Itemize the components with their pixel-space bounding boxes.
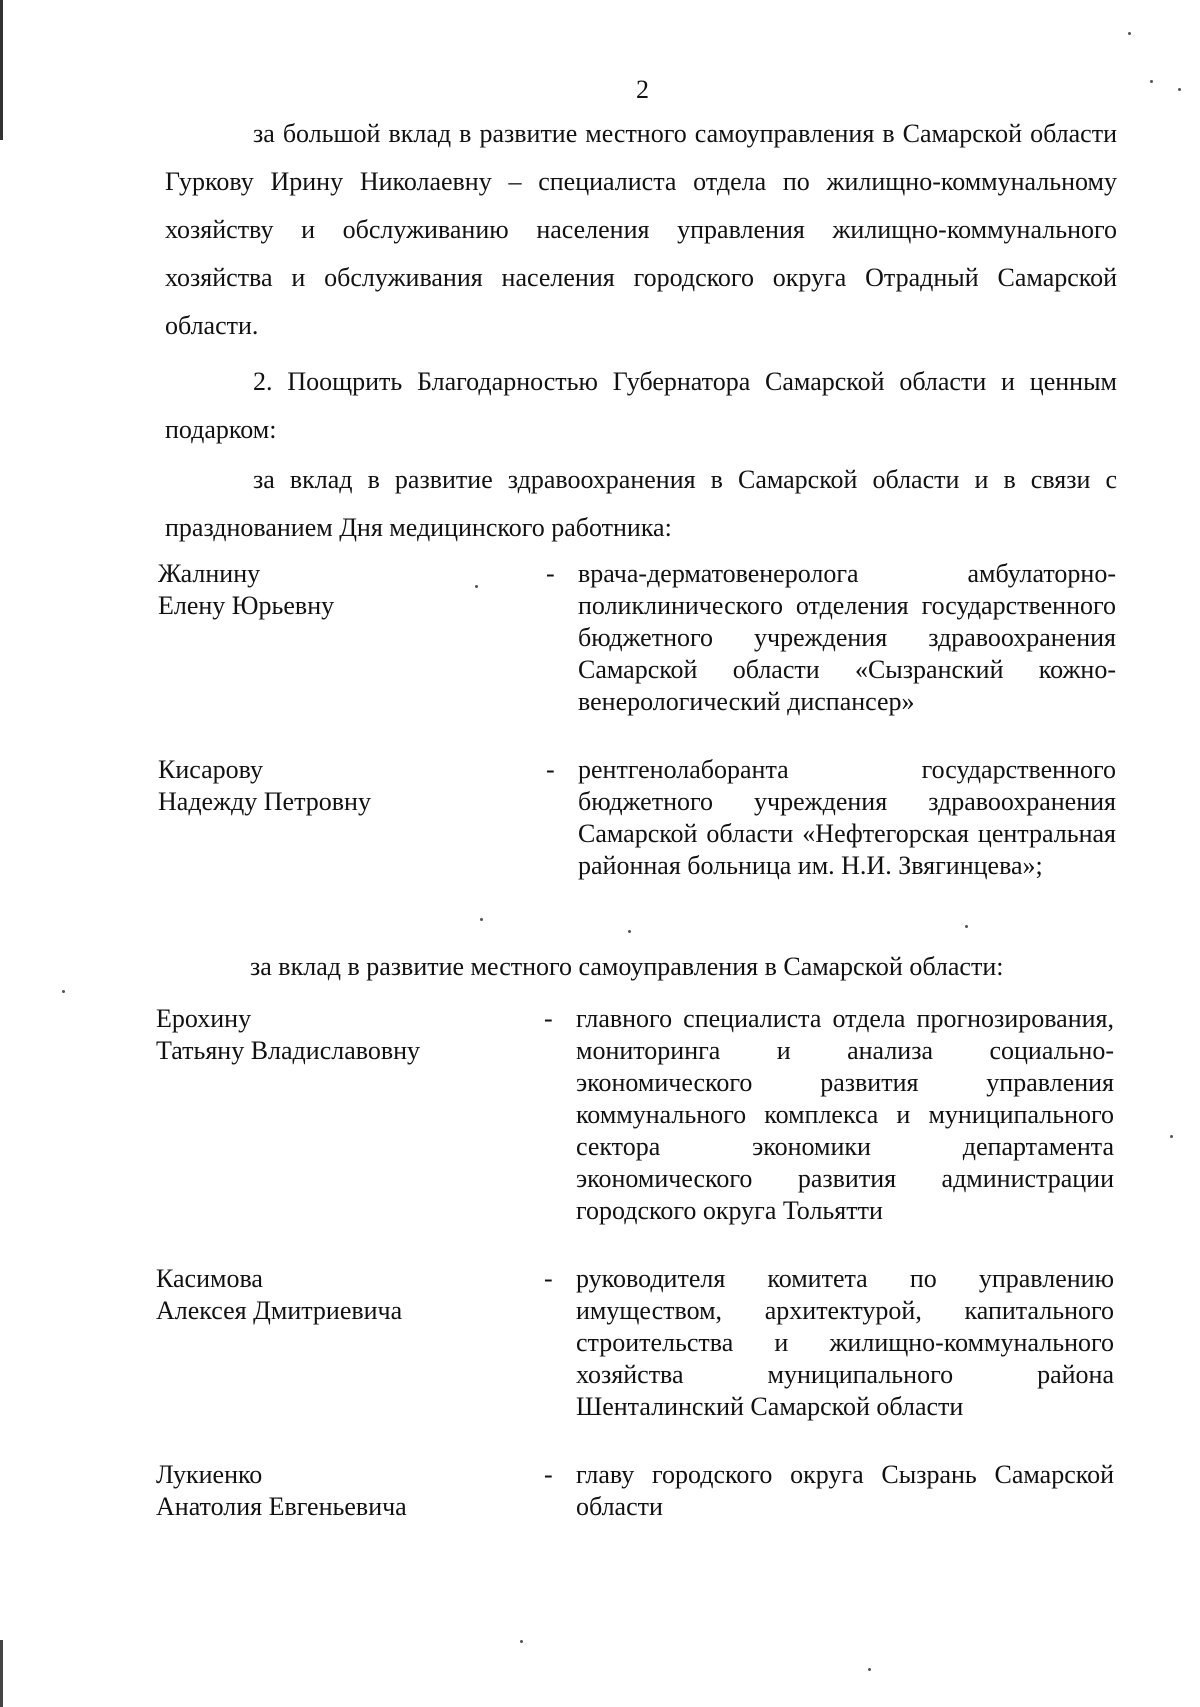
person-given-names: Анатолия Евгеньевича bbox=[156, 1492, 407, 1521]
person-position: врача-дерматовенеролога амбулаторно-поликлинического отделения государственного бюджетного учреждения здравоохранения Самарской области «Сызранский кожно-венерологический диспансер» bbox=[578, 559, 1116, 716]
entry-dash: - bbox=[546, 559, 555, 588]
person-position: руководителя комитета по управлению имуществом, архитектурой, капитального строительства и жилищно-коммунального хозяйства муниципального района Шенталинский Самарской области bbox=[576, 1264, 1114, 1421]
person-surname: Кисарову bbox=[158, 755, 264, 784]
scan-speck bbox=[520, 1640, 523, 1643]
person-position: главу городского округа Сызрань Самарской области bbox=[576, 1460, 1114, 1521]
scan-edge-mark bbox=[0, 1640, 3, 1707]
person-position: главного специалиста отдела прогнозирования, мониторинга и анализа социально-экономического развития управления коммунального комплекса и муниципального сектора экономики департамента экономического развития администрации городского округа Тольятти bbox=[576, 1004, 1114, 1225]
person-given-names: Надежду Петровну bbox=[158, 787, 371, 816]
scan-speck bbox=[475, 585, 478, 588]
scan-speck bbox=[62, 990, 65, 993]
person-given-names: Алексея Дмитриевича bbox=[156, 1296, 403, 1325]
scan-speck bbox=[1178, 88, 1181, 91]
person-name bbox=[158, 558, 518, 622]
person-given-names: Елену Юрьевну bbox=[158, 591, 335, 620]
person-given-names: Татьяну Владиславовну bbox=[156, 1036, 421, 1065]
person-surname: Жалнину bbox=[158, 559, 261, 588]
person-name bbox=[158, 754, 518, 818]
scan-edge-mark bbox=[0, 0, 3, 140]
scan-speck bbox=[480, 918, 483, 921]
scan-speck bbox=[1128, 32, 1131, 35]
person-surname: Ерохину bbox=[156, 1004, 252, 1033]
scan-speck bbox=[868, 1668, 871, 1671]
scan-speck bbox=[628, 930, 631, 933]
scan-speck bbox=[1150, 80, 1153, 83]
person-name bbox=[156, 1003, 516, 1067]
person-name bbox=[156, 1263, 516, 1327]
page-number: 2 bbox=[636, 75, 649, 104]
entry-dash: - bbox=[544, 1460, 553, 1489]
scan-speck bbox=[965, 925, 968, 928]
item-2-paragraph: 2. Поощрить Благодарностью Губернатора Самарской области и ценным подарком: bbox=[165, 367, 1117, 444]
person-surname: Лукиенко bbox=[156, 1460, 263, 1489]
person-surname: Касимова bbox=[156, 1264, 263, 1293]
entry-dash: - bbox=[544, 1264, 553, 1293]
entry-dash: - bbox=[546, 755, 555, 784]
health-section-heading: за вклад в развитие здравоохранения в Самарской области и в связи с празднованием Дня медицинского работника: bbox=[165, 465, 1117, 542]
entry-dash: - bbox=[544, 1004, 553, 1033]
person-position: рентгенолаборанта государственного бюджетного учреждения здравоохранения Самарской области «Нефтегорская центральная районная больница им. Н.И. Звягинцева»; bbox=[578, 755, 1116, 880]
person-name bbox=[156, 1459, 516, 1523]
intro-paragraph: за большой вклад в развитие местного самоуправления в Самарской области Гуркову Ирину Николаевну – специалиста отдела по жилищно-коммунальному хозяйству и обслуживанию населения управления жилищно-коммунального хозяйства и обслуживания населения городского округа Отрадный Самарской области. bbox=[165, 119, 1117, 340]
scan-speck bbox=[1170, 1135, 1173, 1138]
local-section-heading: за вклад в развитие местного самоуправления в Самарской области: bbox=[250, 952, 1004, 981]
